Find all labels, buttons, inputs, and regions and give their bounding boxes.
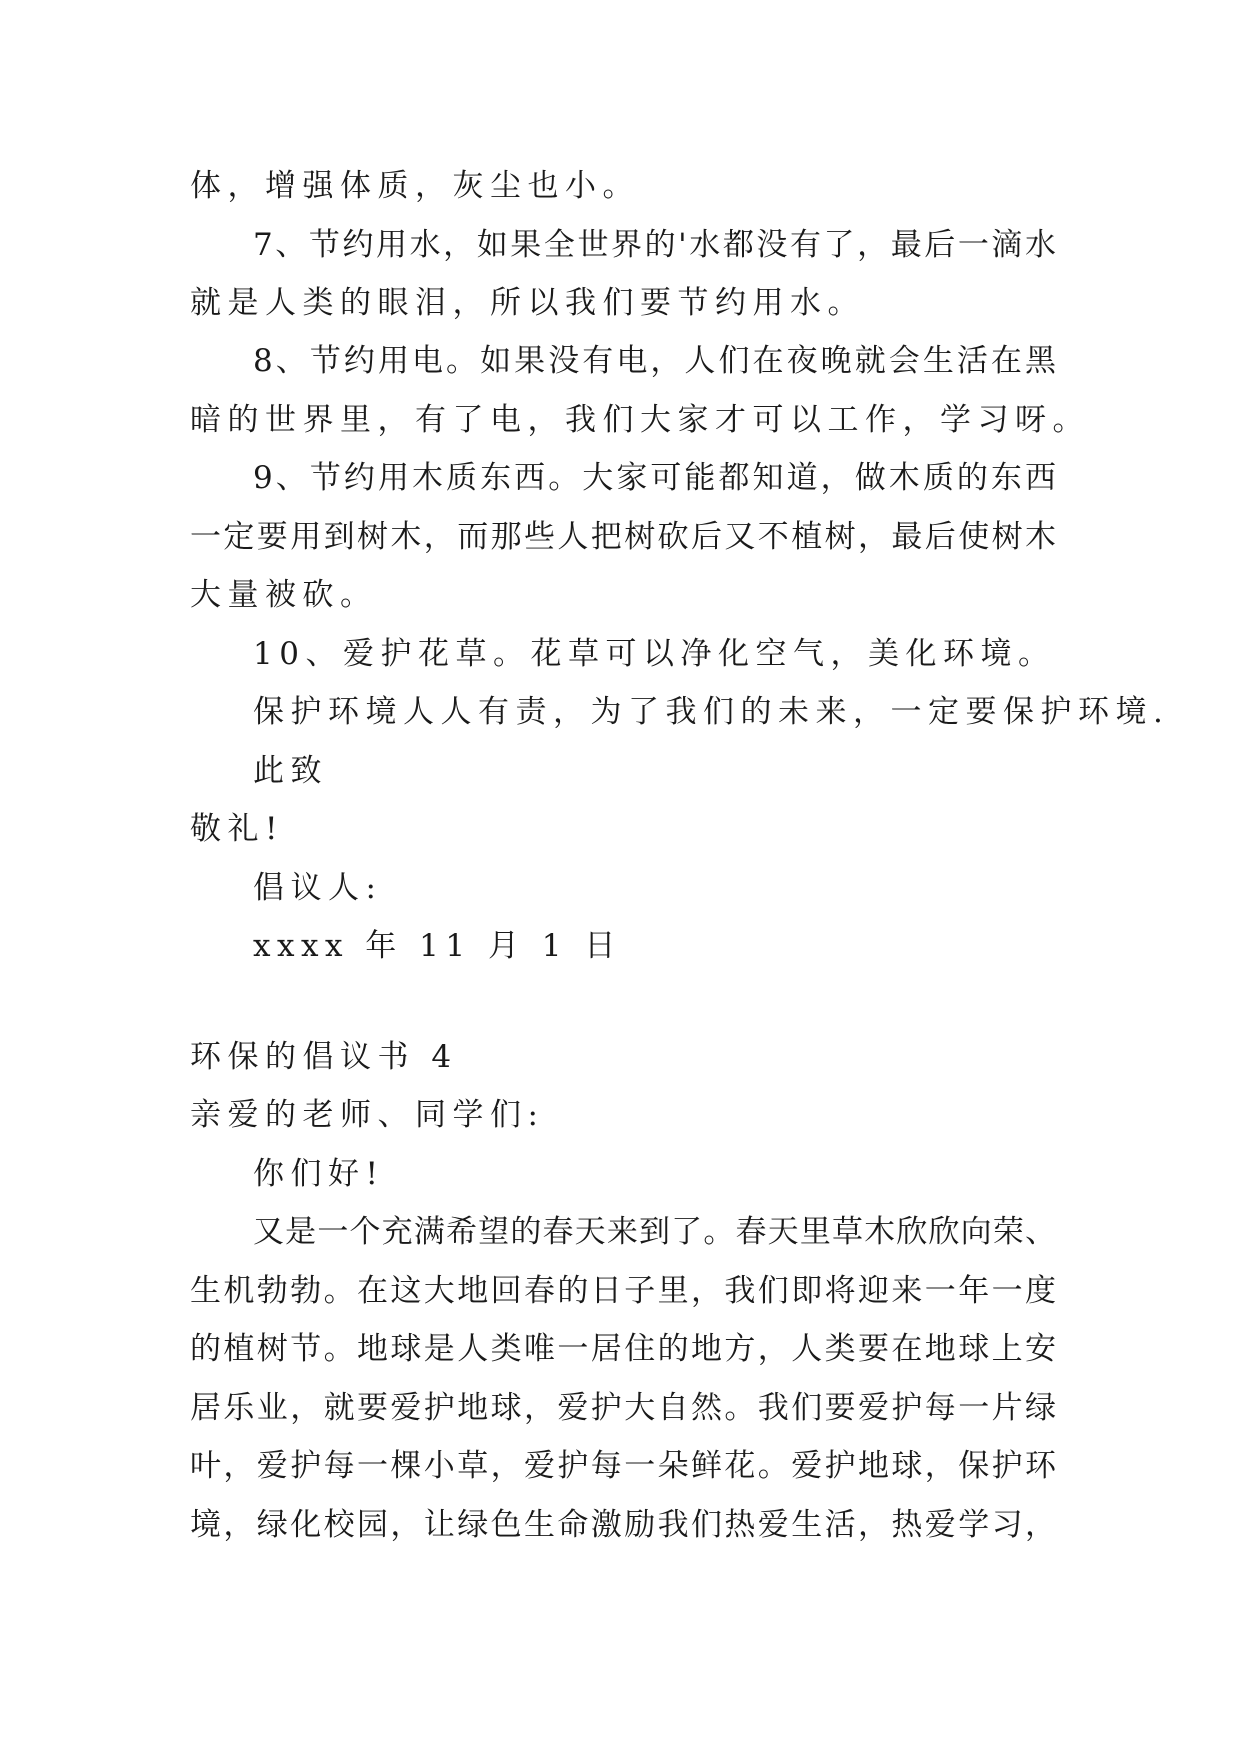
paragraph-line: 8、节约用电。如果没有电，人们在夜晚就会生活在黑 [253,343,1056,379]
paragraph-line: 又是一个充满希望的春天来到了。春天里草木欣欣向荣、 [253,1214,1056,1250]
paragraph-line: 体，增强体质，灰尘也小。 [190,168,640,204]
paragraph-line: 生机勃勃。在这大地回春的日子里，我们即将迎来一年一度 [190,1273,1056,1309]
paragraph-line: 保护环境人人有责，为了我们的未来，一定要保护环境. [253,694,1170,730]
greeting-line: 你们好! [253,1156,385,1192]
salutation-line: 敬礼! [190,811,284,847]
paragraph-line: 叶，爱护每一棵小草，爱护每一朵鲜花。爱护地球，保护环 [190,1448,1056,1484]
date-line: xxxx 年 11 月 1 日 [253,928,622,964]
paragraph-line: 境，绿化校园，让绿色生命激励我们热爱生活，热爱学习， [190,1507,1056,1543]
paragraph-line: 7、节约用水，如果全世界的'水都没有了，最后一滴水 [253,227,1056,263]
paragraph-line: 就是人类的眼泪，所以我们要节约用水。 [190,285,865,321]
paragraph-line: 一定要用到树木，而那些人把树砍后又不植树，最后使树木 [190,519,1056,555]
paragraph-line: 的植树节。地球是人类唯一居住的地方，人类要在地球上安 [190,1331,1056,1367]
paragraph-line: 暗的世界里，有了电，我们大家才可以工作，学习呀。 [190,402,1090,438]
paragraph-line: 居乐业，就要爱护地球，爱护大自然。我们要爱护每一片绿 [190,1390,1056,1426]
paragraph-line: 9、节约用木质东西。大家可能都知道，做木质的东西 [253,460,1056,496]
section-title: 环保的倡议书 4 [190,1039,458,1075]
paragraph-line: 大量被砍。 [190,577,378,613]
paragraph-line: 10、爱护花草。花草可以净化空气，美化环境。 [253,636,1056,672]
greeting-line: 亲爱的老师、同学们: [190,1097,545,1133]
signature-label: 倡议人: [253,870,383,906]
closing-line: 此致 [253,753,328,789]
